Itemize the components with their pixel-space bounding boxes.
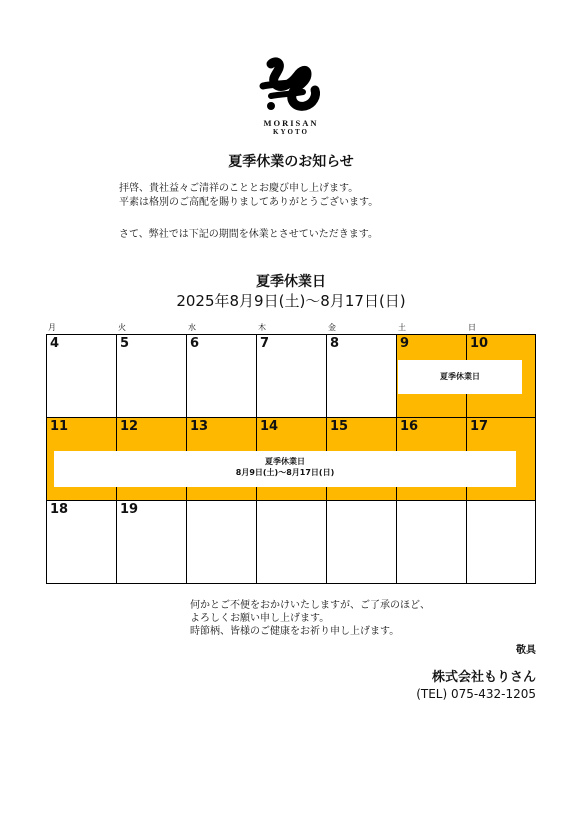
greeting-line: 拝啓、貴社益々ご清祥のこととお慶び申し上げます。 xyxy=(119,183,359,194)
closing-line: 時節柄、皆様のご健康をお祈り申し上げます。 xyxy=(190,626,400,637)
company-phone: (TEL) 075-432-1205 xyxy=(416,687,536,701)
day-number: 12 xyxy=(120,419,139,434)
weekday-label: 水 xyxy=(188,323,196,332)
calendar-day-cell xyxy=(46,335,116,417)
day-number: 16 xyxy=(400,419,419,434)
calendar-day-cell xyxy=(186,501,256,583)
calendar-week-2 xyxy=(46,418,536,501)
morisan-brush-logo-icon xyxy=(241,56,341,116)
calendar-day-cell xyxy=(46,501,116,583)
day-number: 13 xyxy=(190,419,209,434)
day-number: 7 xyxy=(260,336,270,351)
calendar xyxy=(46,322,536,584)
brand-name: MORISAN xyxy=(263,118,319,128)
company-name: 株式会社もりさん xyxy=(431,670,536,685)
weekday-label: 火 xyxy=(118,323,126,332)
day-number: 5 xyxy=(120,336,130,351)
weekday-label: 日 xyxy=(468,323,476,332)
calendar-day-cell xyxy=(186,335,256,417)
weekday-label: 木 xyxy=(258,323,266,332)
calendar-week-1 xyxy=(46,335,536,418)
holiday-heading: 夏季休業日 xyxy=(256,274,326,290)
holiday-period-label xyxy=(54,451,516,487)
weekday-header-row xyxy=(46,322,536,335)
notice-title: 夏季休業のお知らせ xyxy=(228,154,354,170)
day-number: 6 xyxy=(190,336,200,351)
holiday-period: 2025年8月9日(土)～8月17日(日) xyxy=(176,292,406,310)
day-number: 14 xyxy=(260,419,279,434)
calendar-day-cell xyxy=(326,335,396,417)
day-number: 8 xyxy=(330,336,340,351)
calendar-day-cell xyxy=(116,501,186,583)
day-number: 4 xyxy=(50,336,60,351)
day-number: 11 xyxy=(50,419,69,434)
day-number: 9 xyxy=(400,336,410,351)
brand-city: KYOTO xyxy=(273,128,309,136)
closing-line: 何かとご不便をおかけいたしますが、ご了承のほど、 xyxy=(190,600,430,611)
calendar-day-cell xyxy=(116,335,186,417)
day-number: 19 xyxy=(120,502,139,517)
calendar-day-cell xyxy=(326,501,396,583)
weekday-label: 月 xyxy=(48,323,56,332)
weekday-label: 土 xyxy=(398,323,406,332)
holiday-period-label-title: 夏季休業日 xyxy=(265,457,305,466)
weekday-label: 金 xyxy=(328,323,336,332)
sign-off: 敬具 xyxy=(516,645,536,656)
calendar-day-cell xyxy=(256,501,326,583)
greeting-line: 平素は格別のご高配を賜りましてありがとうございます。 xyxy=(119,197,379,208)
greeting-line: さて、弊社では下記の期間を休業とさせていただきます。 xyxy=(119,229,378,240)
holiday-period-label-dates: 8月9日(土)～8月17日(日) xyxy=(235,468,335,477)
calendar-day-cell xyxy=(466,501,536,583)
day-number: 18 xyxy=(50,502,69,517)
calendar-week-3 xyxy=(46,501,536,584)
day-number: 15 xyxy=(330,419,349,434)
calendar-day-cell xyxy=(256,335,326,417)
calendar-day-cell xyxy=(396,501,466,583)
day-number: 10 xyxy=(470,336,489,351)
day-number: 17 xyxy=(470,419,489,434)
closing-line: よろしくお願い申し上げます。 xyxy=(190,613,330,624)
holiday-label: 夏季休業日 xyxy=(398,360,522,394)
